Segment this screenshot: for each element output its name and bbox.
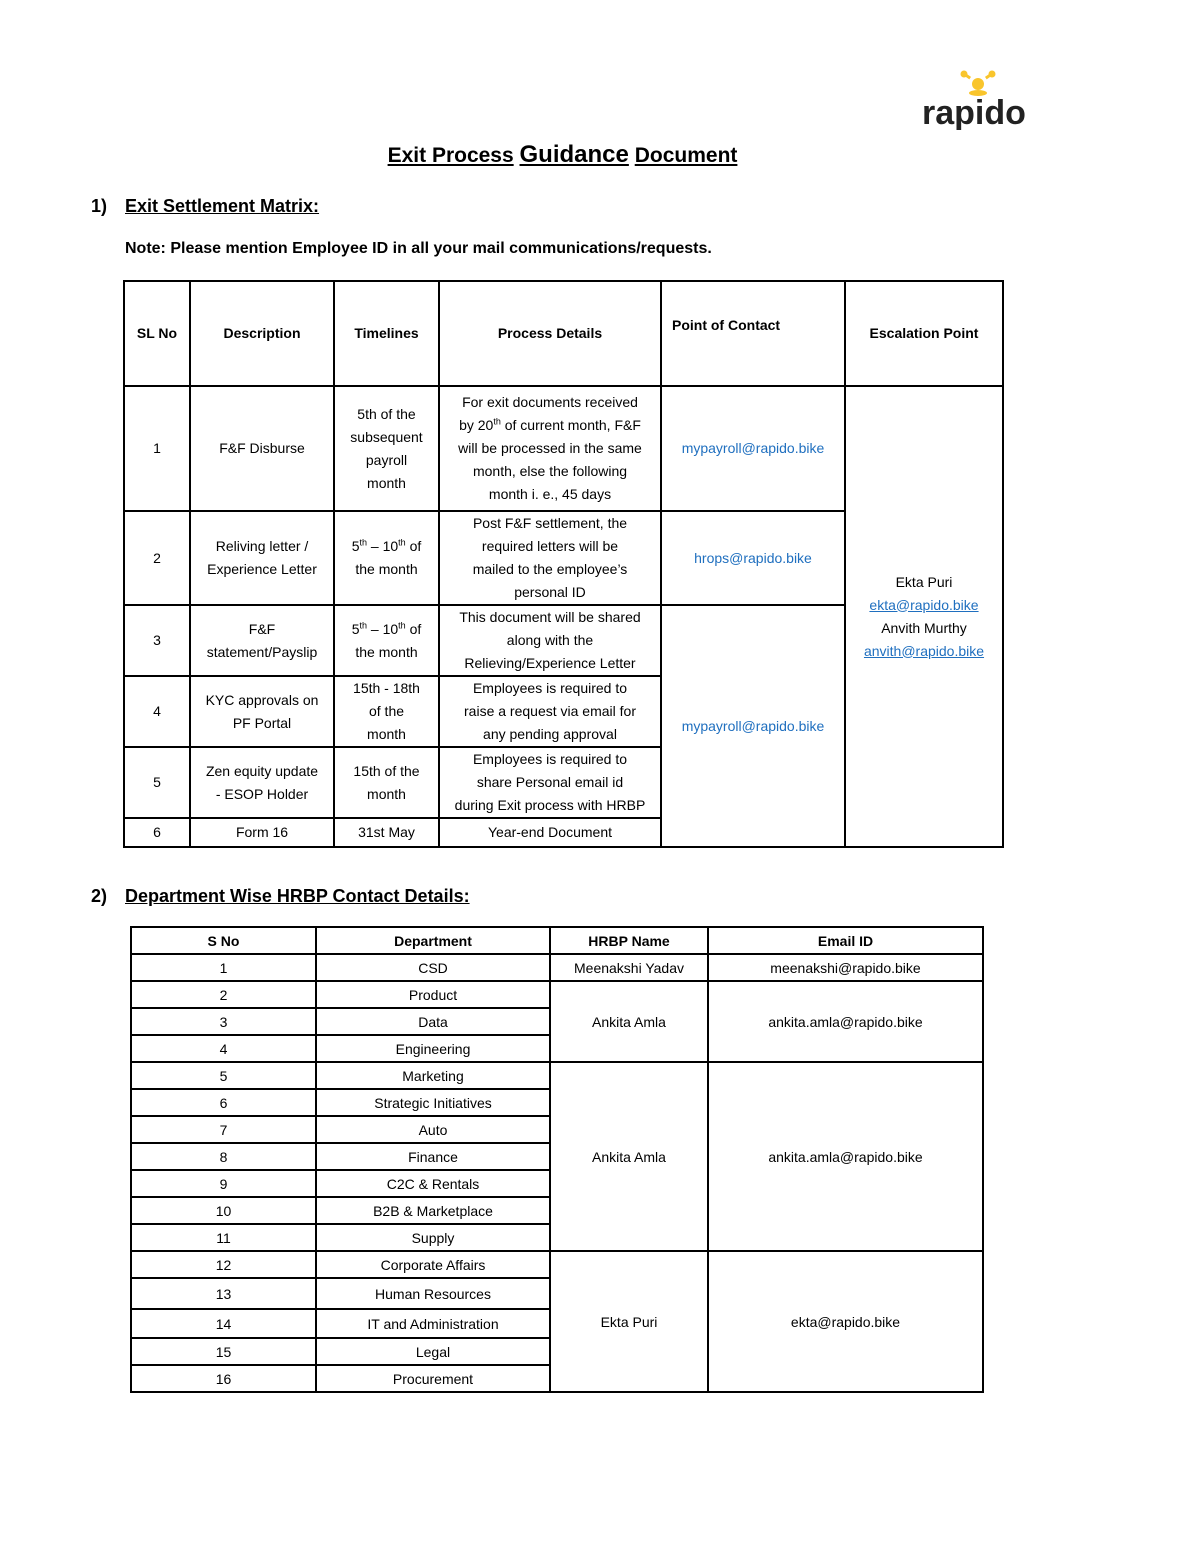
document-title xyxy=(0,141,1125,169)
matrix-header-row xyxy=(124,281,1003,386)
row-sl: 6 xyxy=(124,818,190,847)
hrbp-name: Ankita Amla xyxy=(550,1062,708,1251)
s-no: 8 xyxy=(131,1143,316,1170)
header-escalation-point: Escalation Point xyxy=(845,281,1003,386)
row-process-details: Employees is required to share Personal email id during Exit process with HRBP xyxy=(439,747,661,818)
row-description: KYC approvals on PF Portal xyxy=(190,676,334,747)
row-description: F&F Disburse xyxy=(190,386,334,511)
header-s-no: S No xyxy=(131,927,316,954)
s-no: 16 xyxy=(131,1365,316,1392)
header-point-of-contact: Point of Contact xyxy=(661,281,845,386)
row-sl: 1 xyxy=(124,386,190,511)
table-row xyxy=(131,954,983,981)
s-no: 3 xyxy=(131,1008,316,1035)
header-process-details: Process Details xyxy=(439,281,661,386)
s-no: 6 xyxy=(131,1089,316,1116)
hrbp-header-row xyxy=(131,927,983,954)
escalation-email-2-link[interactable]: anvith@rapido.bike xyxy=(863,642,985,659)
escalation-email-1-link[interactable]: ekta@rapido.bike xyxy=(869,596,979,613)
department: CSD xyxy=(316,954,550,981)
contact-email-link[interactable]: hrops@rapido.bike xyxy=(661,511,845,605)
section-1-heading: 1) Exit Settlement Matrix: xyxy=(91,196,320,216)
hrbp-email[interactable]: ekta@rapido.bike xyxy=(708,1251,983,1392)
section-2-heading: 2) Department Wise HRBP Contact Details: xyxy=(91,886,470,906)
exit-settlement-matrix xyxy=(123,280,1004,848)
header-hrbp-name: HRBP Name xyxy=(550,927,708,954)
hrbp-name: Ankita Amla xyxy=(550,981,708,1062)
title-part-1: Exit Process xyxy=(387,144,514,167)
contact-email-link[interactable]: mypayroll@rapido.bike xyxy=(661,386,845,511)
header-department: Department xyxy=(316,927,550,954)
table-row xyxy=(131,1062,983,1089)
s-no: 11 xyxy=(131,1224,316,1251)
escalation-name-2: Anvith Murthy xyxy=(881,619,967,636)
header-sl-no: SL No xyxy=(124,281,190,386)
row-sl: 2 xyxy=(124,511,190,605)
s-no: 15 xyxy=(131,1338,316,1365)
s-no: 5 xyxy=(131,1062,316,1089)
table-row xyxy=(131,1251,983,1278)
row-timelines: 5th – 10th of the month xyxy=(334,511,439,605)
department: Corporate Affairs xyxy=(316,1251,550,1278)
row-process-details: For exit documents received by 20th of current month, F&F will be processed in the same month, else the following month i. e., 45 days xyxy=(439,386,661,511)
hrbp-email[interactable]: meenakshi@rapido.bike xyxy=(708,954,983,981)
department: C2C & Rentals xyxy=(316,1170,550,1197)
s-no: 7 xyxy=(131,1116,316,1143)
note-text: Note: Please mention Employee ID in all your mail communications/requests. xyxy=(125,240,712,257)
s-no: 4 xyxy=(131,1035,316,1062)
row-timelines: 15th - 18th of the month xyxy=(334,676,439,747)
table-row xyxy=(131,981,983,1008)
row-sl: 5 xyxy=(124,747,190,818)
contact-email-link[interactable]: mypayroll@rapido.bike xyxy=(661,605,845,847)
row-timelines: 15th of the month xyxy=(334,747,439,818)
row-process-details: Post F&F settlement, the required letters will be mailed to the employee’s personal ID xyxy=(439,511,661,605)
department: Marketing xyxy=(316,1062,550,1089)
header-timelines: Timelines xyxy=(334,281,439,386)
row-process-details: Year-end Document xyxy=(439,818,661,847)
logo-text: rapido xyxy=(922,94,1026,130)
row-timelines: 5th of the subsequent payroll month xyxy=(334,386,439,511)
matrix-row xyxy=(124,386,1003,511)
row-process-details: Employees is required to raise a request via email for any pending approval xyxy=(439,676,661,747)
s-no: 2 xyxy=(131,981,316,1008)
escalation-cell xyxy=(845,386,1003,847)
hrbp-email[interactable]: ankita.amla@rapido.bike xyxy=(708,981,983,1062)
row-description: F&F statement/Payslip xyxy=(190,605,334,676)
department: Procurement xyxy=(316,1365,550,1392)
title-part-2: Guidance xyxy=(519,141,629,168)
header-email-id: Email ID xyxy=(708,927,983,954)
s-no: 10 xyxy=(131,1197,316,1224)
department: Legal xyxy=(316,1338,550,1365)
s-no: 13 xyxy=(131,1278,316,1309)
row-timelines: 5th – 10th of the month xyxy=(334,605,439,676)
s-no: 14 xyxy=(131,1309,316,1338)
rapido-logo xyxy=(920,68,1030,130)
hrbp-name: Ekta Puri xyxy=(550,1251,708,1392)
department: Data xyxy=(316,1008,550,1035)
title-part-3: Document xyxy=(634,144,738,167)
row-process-details: This document will be shared along with the Relieving/Experience Letter xyxy=(439,605,661,676)
department: Human Resources xyxy=(316,1278,550,1309)
header-description: Description xyxy=(190,281,334,386)
row-timelines: 31st May xyxy=(334,818,439,847)
hrbp-name: Meenakshi Yadav xyxy=(550,954,708,981)
department: Supply xyxy=(316,1224,550,1251)
hrbp-email[interactable]: ankita.amla@rapido.bike xyxy=(708,1062,983,1251)
department: Auto xyxy=(316,1116,550,1143)
row-sl: 3 xyxy=(124,605,190,676)
s-no: 12 xyxy=(131,1251,316,1278)
department: Engineering xyxy=(316,1035,550,1062)
row-description: Form 16 xyxy=(190,818,334,847)
department: IT and Administration xyxy=(316,1309,550,1338)
row-description: Zen equity update - ESOP Holder xyxy=(190,747,334,818)
department: Strategic Initiatives xyxy=(316,1089,550,1116)
department: Finance xyxy=(316,1143,550,1170)
s-no: 1 xyxy=(131,954,316,981)
department: B2B & Marketplace xyxy=(316,1197,550,1224)
row-sl: 4 xyxy=(124,676,190,747)
escalation-name-1: Ekta Puri xyxy=(895,573,953,590)
s-no: 9 xyxy=(131,1170,316,1197)
row-description: Reliving letter / Experience Letter xyxy=(190,511,334,605)
department: Product xyxy=(316,981,550,1008)
hrbp-contact-table xyxy=(130,926,984,1393)
